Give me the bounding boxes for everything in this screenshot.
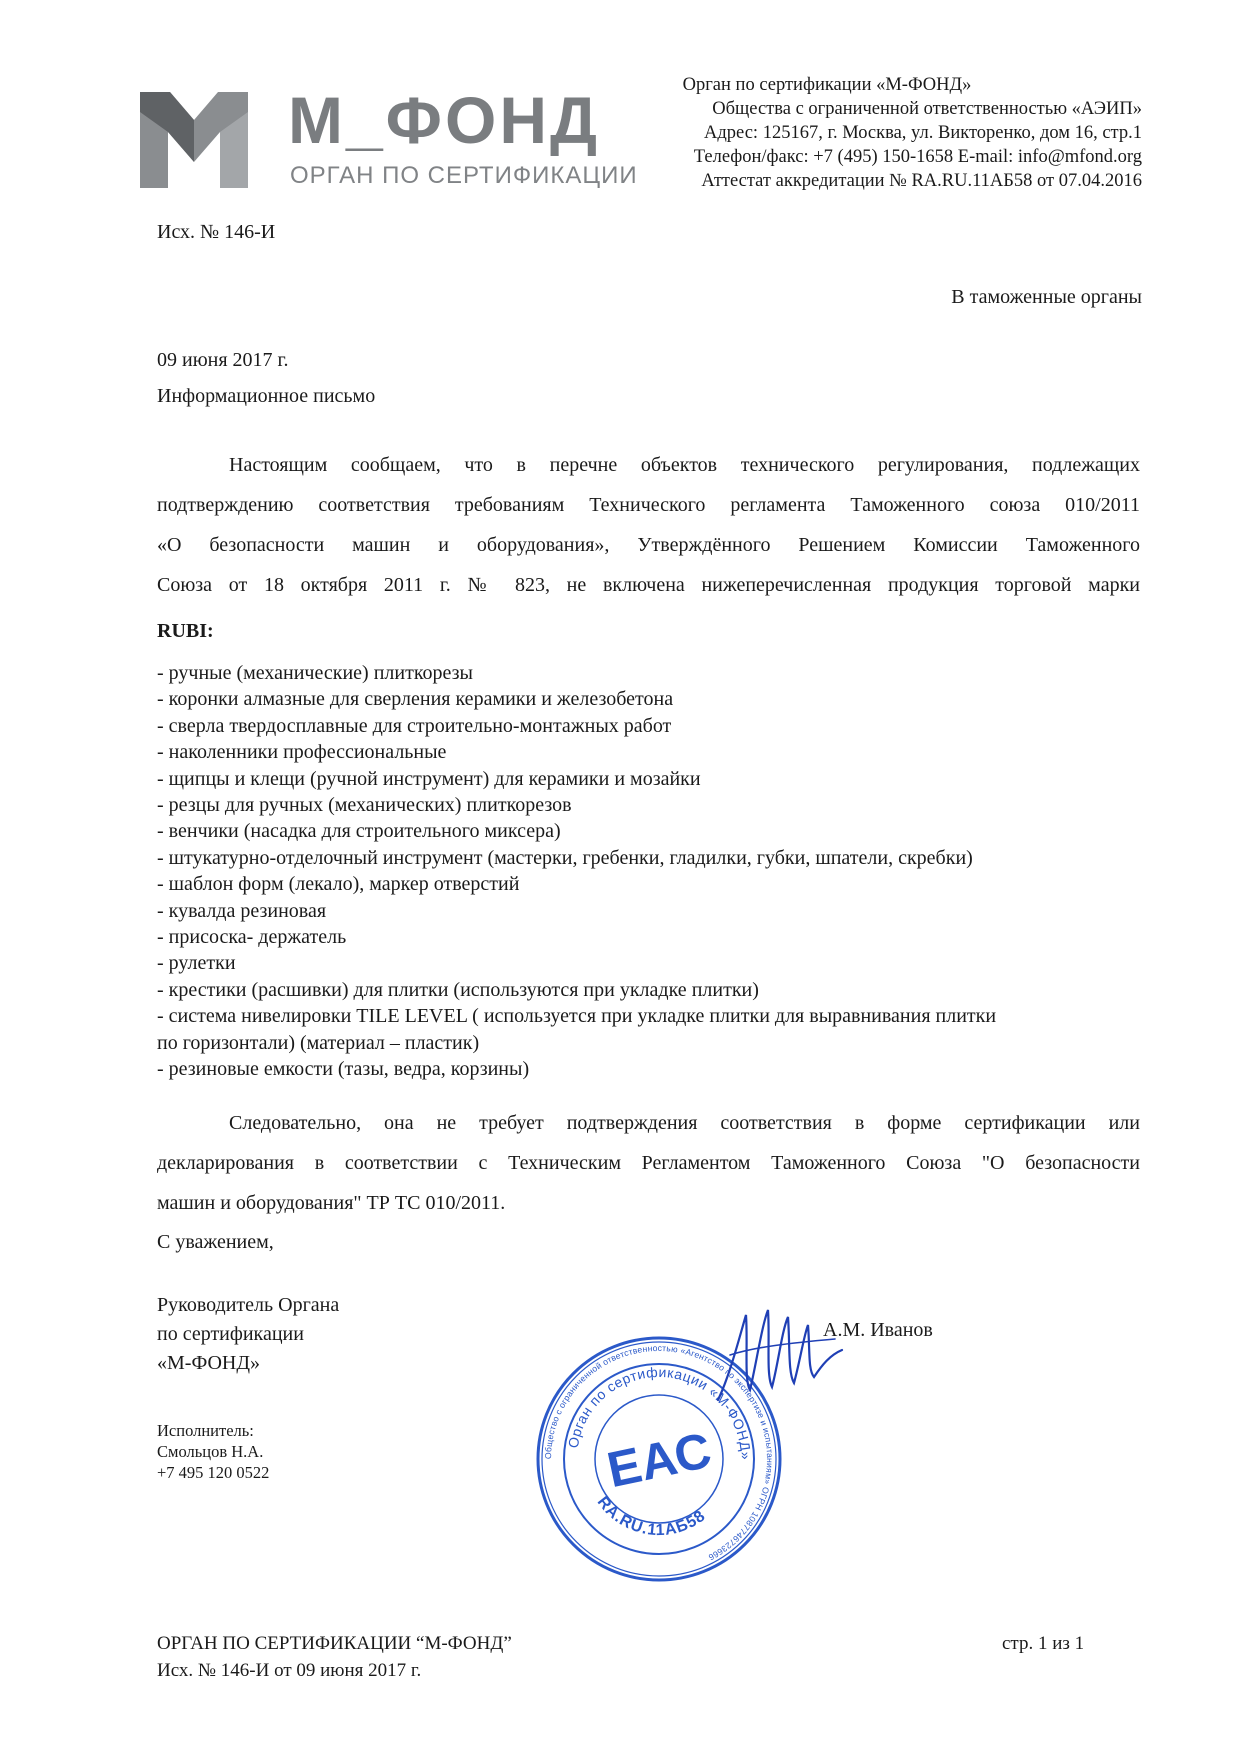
svg-text:RA.RU.11АБ58 [594, 1494, 709, 1539]
stamp-outer-text: Общество с ограниченной ответственностью «Агентство по экспертизе и испытаниям» ОГРН 1087746723666 [542, 1342, 776, 1563]
list-item: по горизонтали) (материал – пластик) [157, 1031, 480, 1054]
executor-block [157, 1420, 269, 1483]
list-item: - рулетки [157, 952, 236, 975]
page-number: стр. 1 из 1 [1002, 1633, 1085, 1654]
stamp-inner-text: Орган по сертификации «М-ФОНД» [564, 1363, 755, 1461]
list-item: - наколенники профессиональные [157, 741, 447, 764]
list-item: - венчики (насадка для строительного миксера) [157, 820, 561, 843]
paragraph-line: Настоящим сообщаем, что в перечне объектов технического регулирования, подлежащих [229, 454, 1140, 476]
product-list [157, 660, 1157, 1083]
list-item: - штукатурно-отделочный инструмент (мастерки, гребенки, гладилки, губки, шпатели, скребки) [157, 846, 973, 869]
eac-mark: ЕАС [602, 1421, 717, 1499]
org-line: Аттестат аккредитации № RA.RU.11АБ58 от 07.04.2016 [701, 171, 1142, 191]
list-item: - присоска- держатель [157, 926, 347, 949]
list-item: - кувалда резиновая [157, 899, 327, 922]
org-line: Общества с ограниченной ответственностью «АЭИП» [712, 99, 1142, 119]
paragraph-line: подтверждению соответствия требованиям Технического регламента Таможенного союза 010/2011 [157, 494, 1140, 516]
closing: С уважением, [157, 1231, 274, 1253]
intro-paragraph [157, 445, 1140, 605]
org-line: Адрес: 125167, г. Москва, ул. Викторенко, дом 16, стр.1 [704, 123, 1142, 143]
signature [710, 1295, 850, 1415]
list-item: - щипцы и клещи (ручной инструмент) для керамики и мозайки [157, 767, 701, 790]
executor-phone: +7 495 120 0522 [157, 1463, 270, 1482]
paragraph-line: «О безопасности машин и оборудования», Утверждённого Решением Комиссии Таможенного [157, 534, 1140, 556]
list-item: - сверла твердосплавные для строительно-монтажных работ [157, 714, 672, 737]
org-line: Телефон/факс: +7 (495) 150-1658 E-mail: info@mfond.org [693, 147, 1142, 167]
paragraph-line: машин и оборудования" ТР ТС 010/2011. [157, 1192, 506, 1214]
signatory-line: Руководитель Органа [157, 1294, 340, 1316]
logo-title: М_ФОНД [288, 83, 601, 157]
stamp-number: RA.RU.11АБ58 [593, 1493, 710, 1540]
list-item: - коронки алмазные для сверления керамики и железобетона [157, 688, 674, 711]
list-item: - крестики (расшивки) для плитки (используются при укладке плитки) [157, 978, 759, 1001]
organization-header [522, 73, 1142, 193]
brand-name: RUBI: [157, 620, 214, 642]
logo-subtitle: ОРГАН ПО СЕРТИФИКАЦИИ [290, 162, 638, 189]
list-item: - система нивелировки TILE LEVEL ( используется при укладке плитки для выравнивания плитки [157, 1005, 997, 1028]
signatory-name: А.М. Иванов [823, 1319, 933, 1341]
signatory-line: «М-ФОНД» [157, 1352, 261, 1374]
org-line: Орган по сертификации «М-ФОНД» [682, 75, 972, 95]
footer-reference: Исх. № 146-И от 09 июня 2017 г. [157, 1660, 422, 1681]
footer-org: ОРГАН ПО СЕРТИФИКАЦИИ “М-ФОНД” [157, 1633, 512, 1654]
recipient: В таможенные органы [951, 286, 1142, 308]
list-item: - ручные (механические) плиткорезы [157, 662, 473, 684]
list-item: - резцы для ручных (механических) плиткорезов [157, 794, 572, 817]
paragraph-line: Следовательно, она не требует подтверждения соответствия в форме сертификации или [229, 1112, 1140, 1134]
signatory-line: по сертификации [157, 1323, 304, 1345]
paragraph-line: декларирования в соответствии с Техническим Регламентом Таможенного Союза "О безопасности [157, 1152, 1140, 1174]
document-type: Информационное письмо [157, 385, 376, 407]
list-item: - шаблон форм (лекало), маркер отверстий [157, 873, 520, 896]
executor-label: Исполнитель: [157, 1421, 254, 1440]
conclusion-paragraph [157, 1103, 1140, 1223]
paragraph-line: Союза от 18 октября 2011 г. № 823, не включена нижеперечисленная продукция торговой марки [157, 574, 1140, 596]
executor-name: Смольцов Н.А. [157, 1442, 264, 1461]
m-fond-logo-icon [140, 92, 248, 188]
list-item: - резиновые емкости (тазы, ведра, корзины) [157, 1058, 530, 1081]
signatory-title [157, 1291, 339, 1378]
outgoing-number: Исх. № 146-И [157, 221, 276, 243]
letter-date: 09 июня 2017 г. [157, 349, 289, 371]
